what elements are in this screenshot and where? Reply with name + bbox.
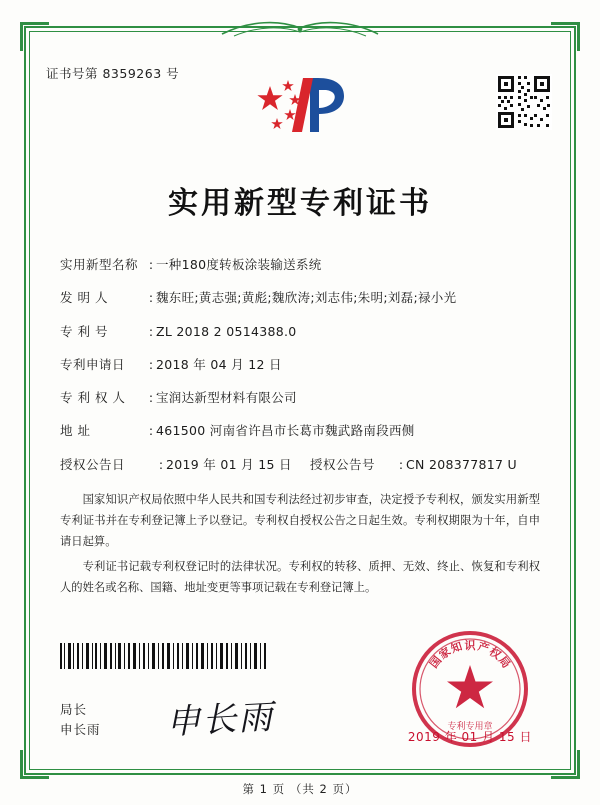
corner-ornament-bottom-left	[20, 750, 49, 779]
field-patentee	[60, 389, 548, 408]
signature-title: 局长	[60, 702, 88, 718]
field-label-grant-number: 授权公告号	[310, 456, 376, 472]
field-grant-date	[60, 456, 310, 475]
certificate-number: 证书号第 8359263 号	[46, 66, 180, 81]
certificate-fields	[46, 256, 554, 474]
field-grant-row	[60, 456, 548, 475]
page-footer: 第 1 页 （共 2 页）	[242, 782, 358, 796]
field-sep-inventor: :	[148, 290, 154, 306]
svg-text:识: 识	[464, 639, 476, 652]
qr-code-icon	[496, 74, 552, 130]
legal-paragraph-2: 专利证书记载专利权登记时的法律状况。专利权的转移、质押、无效、终止、恢复和专利权人的姓名或名称、国籍、地址变更等事项记载在专利登记簿上。	[60, 559, 540, 594]
signature-block	[60, 700, 101, 739]
field-value-grant-date: 2019 年 01 月 15 日	[166, 456, 292, 472]
svg-text:国: 国	[427, 653, 445, 671]
field-application-date	[60, 356, 548, 375]
signature-name: 申长雨	[60, 721, 101, 737]
field-address	[60, 422, 548, 441]
field-sep-patentee: :	[148, 390, 154, 405]
legal-paragraph-1: 国家知识产权局依照中华人民共和国专利法经过初步审查，决定授予专利权，颁发实用新型专利证书并在专利登记簿上予以登记。专利权自授权公告之日起生效。专利权期限为十年，自申请日起算。	[60, 493, 540, 549]
field-utility-model-name	[60, 256, 548, 275]
field-label-grant-date: 授权公告日	[60, 456, 126, 472]
corner-ornament-top-left	[20, 22, 49, 51]
field-sep-name: :	[148, 257, 154, 272]
field-value-application-date: 2018 年 04 月 12 日	[156, 356, 282, 372]
field-label-patent-number: 专 利 号	[60, 323, 108, 339]
field-value-address: 461500 河南省许昌市长葛市魏武路南段西侧	[156, 423, 415, 439]
seal-date: 2019 年 01 月 15 日	[407, 730, 532, 744]
field-value-patent-number: ZL 2018 2 0514388.0	[156, 323, 297, 339]
field-label-patentee: 专 利 权 人	[60, 390, 126, 405]
field-label-utility-model-name: 实用新型名称	[60, 257, 139, 272]
legal-text-block	[46, 490, 554, 598]
field-value-patentee: 宝润达新型材料有限公司	[156, 390, 297, 405]
field-sep-patent-number: :	[148, 323, 154, 339]
page-title: 实用新型专利证书	[168, 186, 432, 221]
field-sep-address: :	[148, 423, 154, 439]
field-value-inventor: 魏东旺;黄志强;黄彪;魏欣涛;刘志伟;朱明;刘磊;禄小光	[156, 290, 457, 306]
svg-text:知: 知	[449, 639, 464, 656]
field-patent-number	[60, 323, 548, 342]
barcode-icon	[60, 643, 270, 669]
field-label-address: 地 址	[60, 423, 91, 439]
corner-ornament-top-right	[551, 22, 580, 51]
top-ornament-icon	[220, 18, 380, 40]
svg-text:专利专用章: 专利专用章	[447, 722, 493, 732]
field-label-inventor: 发 明 人	[60, 290, 108, 306]
svg-text:权: 权	[486, 644, 504, 662]
svg-text:家: 家	[436, 644, 454, 662]
field-label-application-date: 专利申请日	[60, 356, 126, 372]
field-value-grant-number: CN 208377817 U	[406, 456, 517, 472]
field-sep-application-date: :	[148, 356, 154, 372]
field-value-utility-model-name: 一种180度转板涂装输送系统	[156, 257, 322, 272]
handwritten-signature: 申长雨	[165, 697, 276, 743]
corner-ornament-bottom-right	[551, 750, 580, 779]
svg-text:产: 产	[476, 639, 491, 656]
field-grant-number	[310, 456, 548, 475]
svg-text:局: 局	[495, 653, 513, 671]
field-sep-grant-date: :	[158, 456, 164, 472]
cnipa-logo-icon	[240, 74, 360, 136]
field-inventor	[60, 289, 548, 308]
certificate-content	[46, 52, 554, 761]
field-sep-grant-number: :	[398, 456, 404, 472]
